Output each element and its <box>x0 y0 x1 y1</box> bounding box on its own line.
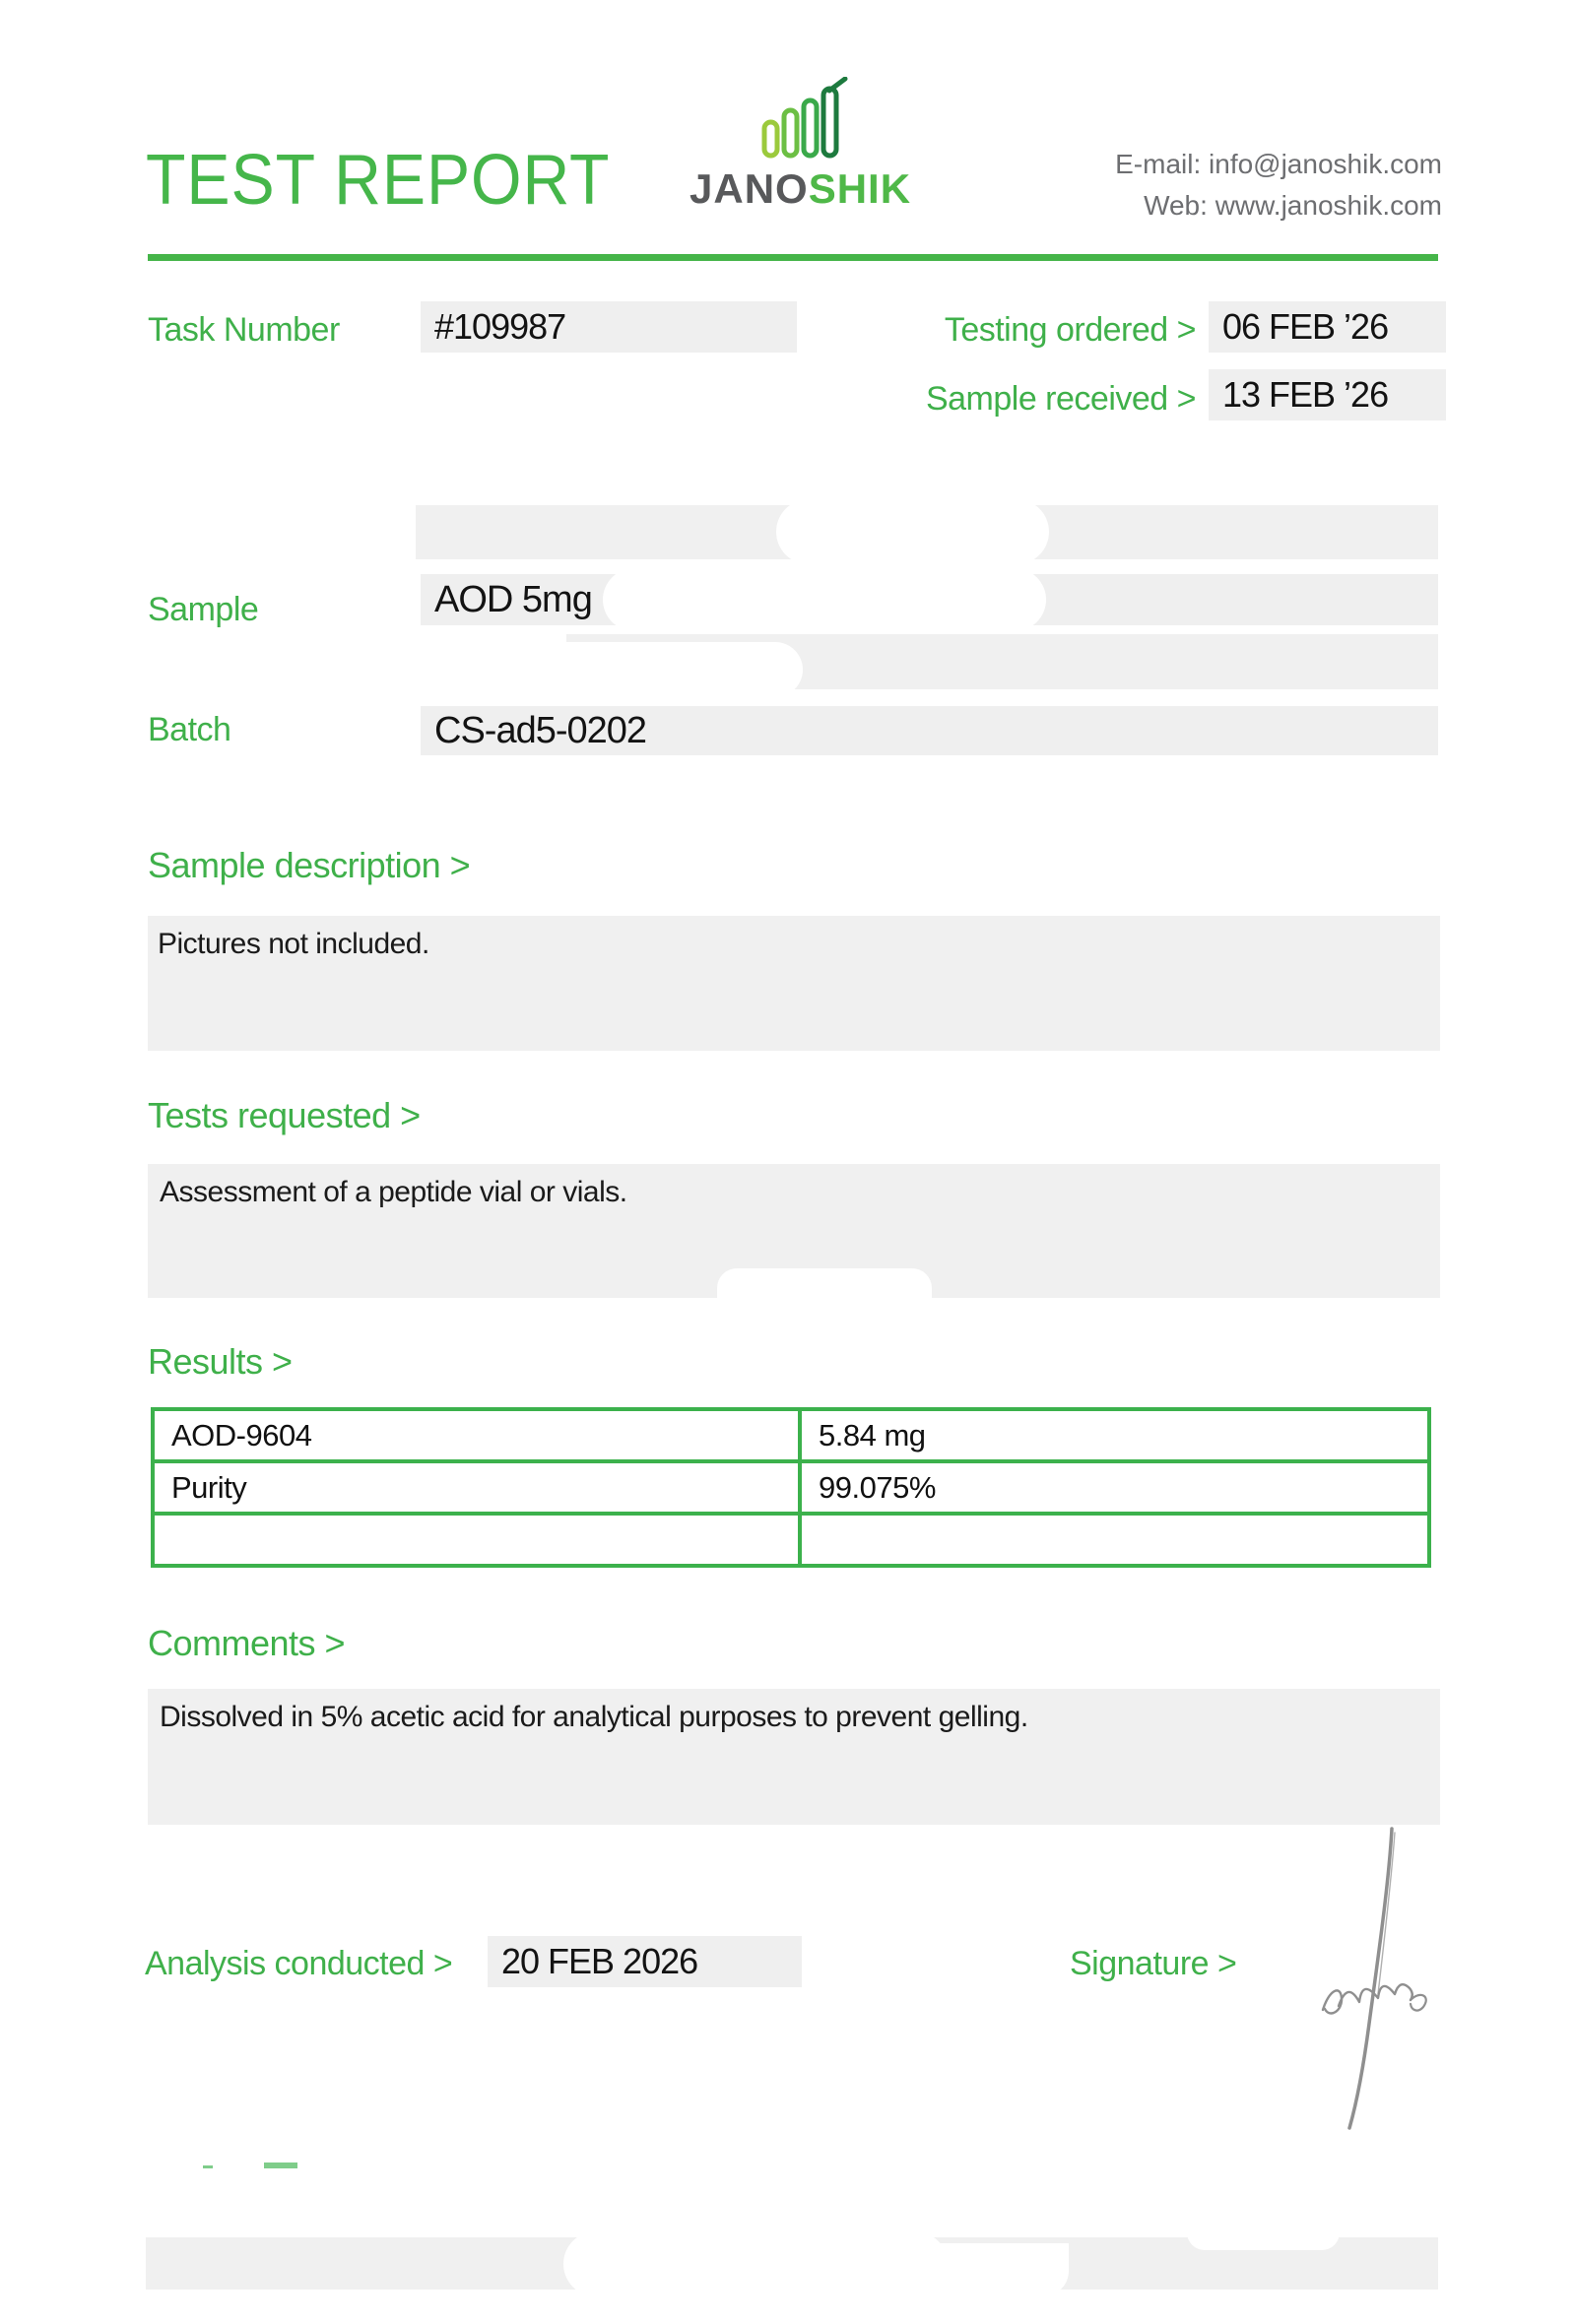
redaction-blob <box>916 2243 1069 2296</box>
task-number-value: #109987 <box>434 306 566 347</box>
testing-ordered-label: Testing ordered > <box>944 311 1196 349</box>
comments-text: Dissolved in 5% acetic acid for analytical purposes to prevent gelling. <box>160 1701 1028 1733</box>
logo-wordmark <box>690 165 911 213</box>
redaction-remnant <box>264 2163 297 2168</box>
sample-received-value: 13 FEB ’26 <box>1222 374 1389 415</box>
analysis-date-box <box>488 1936 802 1987</box>
testing-ordered-value-box <box>1209 301 1446 353</box>
result-value-cell: 5.84 mg <box>800 1409 1429 1461</box>
task-number-label: Task Number <box>148 311 340 349</box>
contact-web: Web: www.janoshik.com <box>1144 190 1442 221</box>
page-title: TEST REPORT <box>146 141 611 220</box>
comments-heading: Comments > <box>148 1623 346 1663</box>
sample-value: AOD 5mg <box>434 578 592 620</box>
results-table <box>151 1407 1431 1568</box>
table-row <box>153 1409 1429 1461</box>
sample-received-value-box <box>1209 369 1446 420</box>
tests-requested-text: Assessment of a peptide vial or vials. <box>160 1176 627 1208</box>
sample-description-text: Pictures not included. <box>158 928 429 960</box>
batch-value-box <box>421 706 1438 755</box>
testing-ordered-value: 06 FEB ’26 <box>1222 306 1389 347</box>
logo-shik-text: SHIK <box>808 165 912 212</box>
result-value-cell: 99.075% <box>800 1461 1429 1514</box>
sample-received-label: Sample received > <box>925 380 1196 418</box>
logo-bars-icon <box>756 77 851 163</box>
redaction-blob <box>1187 2231 1340 2250</box>
result-name-cell: Purity <box>153 1461 800 1514</box>
result-name-cell <box>153 1514 800 1566</box>
header-divider <box>148 254 1438 261</box>
analysis-conducted-label: Analysis conducted > <box>145 1945 453 1982</box>
contact-block <box>985 144 1442 226</box>
contact-email: E-mail: info@janoshik.com <box>1115 149 1442 179</box>
signature-label: Signature > <box>1070 1945 1237 1982</box>
batch-value: CS-ad5-0202 <box>434 709 647 751</box>
analysis-date-value: 20 FEB 2026 <box>501 1941 698 1981</box>
comments-box <box>148 1689 1440 1825</box>
tests-requested-heading: Tests requested > <box>148 1095 421 1135</box>
table-row <box>153 1461 1429 1514</box>
result-name-cell: AOD-9604 <box>153 1409 800 1461</box>
signature-image <box>1266 1817 1473 2142</box>
sample-label: Sample <box>148 591 259 628</box>
redaction-remnant <box>203 2165 213 2168</box>
redaction-blob <box>776 499 1049 564</box>
redaction-blob <box>404 642 803 697</box>
sample-description-box <box>148 916 1440 1051</box>
logo-jano-text: JANO <box>690 165 809 212</box>
redaction-blob <box>603 568 1046 631</box>
result-value-cell <box>800 1514 1429 1566</box>
redaction-blob <box>563 2231 948 2296</box>
batch-label: Batch <box>148 711 231 748</box>
sample-description-heading: Sample description > <box>148 845 471 885</box>
table-row <box>153 1514 1429 1566</box>
results-heading: Results > <box>148 1341 293 1382</box>
redaction-blob <box>717 1268 932 1306</box>
